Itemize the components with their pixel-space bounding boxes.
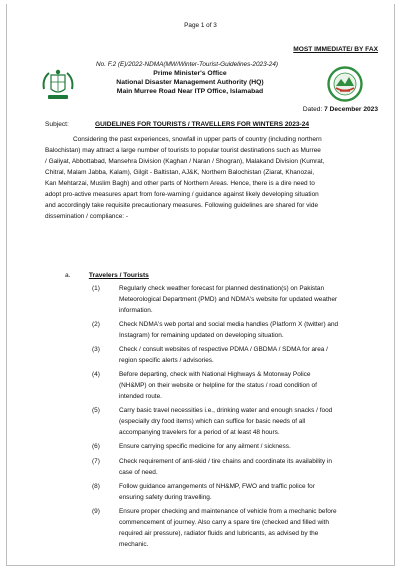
item-line: intended route.: [119, 392, 162, 400]
item-text: [119, 406, 374, 438]
document-page: [6, 4, 395, 566]
item-text: [119, 320, 374, 342]
date-line: [303, 106, 378, 113]
item-text: [119, 482, 374, 504]
intro-line: dissemination / compliance: -: [45, 213, 129, 220]
org-line-2: National Disaster Management Authority (HQ): [116, 79, 264, 86]
section-heading: [65, 272, 149, 279]
item-line: required air pressure), radiator fluids and lubricants, as advised by the: [119, 529, 319, 537]
item-line: Before departing, check with National Highways & Motorway Police: [119, 371, 311, 379]
item-line: Check NDMA's web portal and social media handles (Platform X (twitter) and: [119, 321, 339, 328]
subject-title: GUIDELINES FOR TOURISTS / TRAVELLERS FOR WINTERS 2023-24: [95, 121, 310, 128]
ndma-logo-icon: [327, 66, 363, 102]
item-line: ensuring safety during travelling.: [119, 493, 212, 501]
section-title: Travelers / Tourists: [88, 272, 149, 279]
item-line: region specific alerts / advisories.: [119, 356, 214, 364]
item-line: commencement of journey. Also carry a spare tire (checked and filled with: [119, 518, 329, 526]
item-line: mechanic.: [119, 540, 149, 548]
item-line: Check / consult websites of respective PDMA / GBDMA / SDMA for area /: [119, 346, 328, 354]
item-text: [119, 370, 374, 402]
item-line: Instagram) for remaining updated on developing situation.: [119, 331, 284, 339]
item-number: (3): [92, 346, 100, 354]
item-line: Follow guidance arrangements of NH&MP, FWO and traffic police for: [119, 483, 315, 490]
file-number: No. F.2 (E)/2022-NDMA(MW/Winter-Tourist-Guidelines-2023-24): [96, 61, 279, 68]
org-line-1: Prime Minister's Office: [153, 70, 227, 77]
item-line: Regularly check weather forecast for planned destination(s) on Pakistan: [119, 285, 325, 292]
item-number: (8): [92, 483, 100, 490]
item-line: (especially dry food items) which can suffice for basic needs of all: [119, 418, 306, 426]
intro-line: Kan Mehtarzai, Muslim Bagh) and other parts of Northern Areas. Hence, there is a dire need to: [45, 180, 315, 187]
org-line-3: Main Murree Road Near ITP Office, Islamabad: [116, 88, 264, 95]
priority-label: MOST IMMEDIATE/ BY FAX: [293, 46, 378, 53]
item-line: Ensure proper checking and maintenance of vehicle from a mechanic before: [119, 508, 337, 516]
section-tag: a.: [65, 272, 71, 279]
item-number: (4): [92, 371, 100, 379]
item-number: (1): [92, 285, 100, 292]
item-number: (9): [92, 508, 100, 516]
intro-line: Considering the past experiences, snowfall in upper parts of country (including northern: [73, 136, 322, 143]
item-number: (6): [92, 443, 100, 451]
item-line: information.: [119, 306, 153, 314]
item-line: accompanying travelers for a period of at least 48 hours.: [119, 428, 280, 436]
intro-line: Chitral, Malam Jabba, Kalam), Gilgit - Baltistan, AJ&K, Northern Balochistan (Ziarat, Khanozai,: [45, 169, 315, 176]
subject-label: Subject:: [45, 121, 69, 128]
item-line: Ensure carrying specific medicine for any ailment / sickness.: [119, 443, 291, 451]
dated-label: Dated:: [302, 106, 323, 113]
intro-line: Balochistan) may attract a large number of tourists to popular tourist destinations such as Murree: [45, 147, 321, 154]
intro-line: and accordingly take requisite precautionary measures. Following guidelines are shared for vide: [45, 202, 319, 209]
item-line: Meteorological Department (PMD) and NDMA's website for updated weather: [119, 295, 338, 303]
state-emblem-icon: [40, 69, 76, 103]
item-text: [119, 507, 374, 550]
item-number: (2): [92, 321, 100, 328]
item-text: [119, 457, 374, 479]
item-line: (NH&MP) on their website or helpline for the status / road condition of: [119, 382, 317, 390]
page-number: Page 1 of 3: [184, 22, 217, 29]
item-number: (5): [92, 407, 100, 415]
item-text: [119, 345, 374, 367]
item-text: [119, 284, 374, 316]
item-number: (7): [92, 457, 100, 465]
dated-value: 7 December 2023: [324, 106, 378, 113]
intro-line: / Galiyat, Abbottabad, Mansehra Division (Kaghan / Naran / Shogran), Malakand Division (Kumrat,: [45, 158, 325, 165]
intro-paragraph: [45, 134, 370, 222]
item-line: Check requirement of anti-skid / tire chains and coordinate its availability in: [119, 457, 332, 465]
item-line: case of need.: [119, 468, 158, 476]
intro-line: adopt pro-active measures apart from fore-warning / guidance against likely developing situation: [45, 191, 319, 198]
item-text: [119, 442, 374, 453]
item-line: Carry basic travel necessities i.e., drinking water and enough snacks / food: [119, 407, 333, 415]
